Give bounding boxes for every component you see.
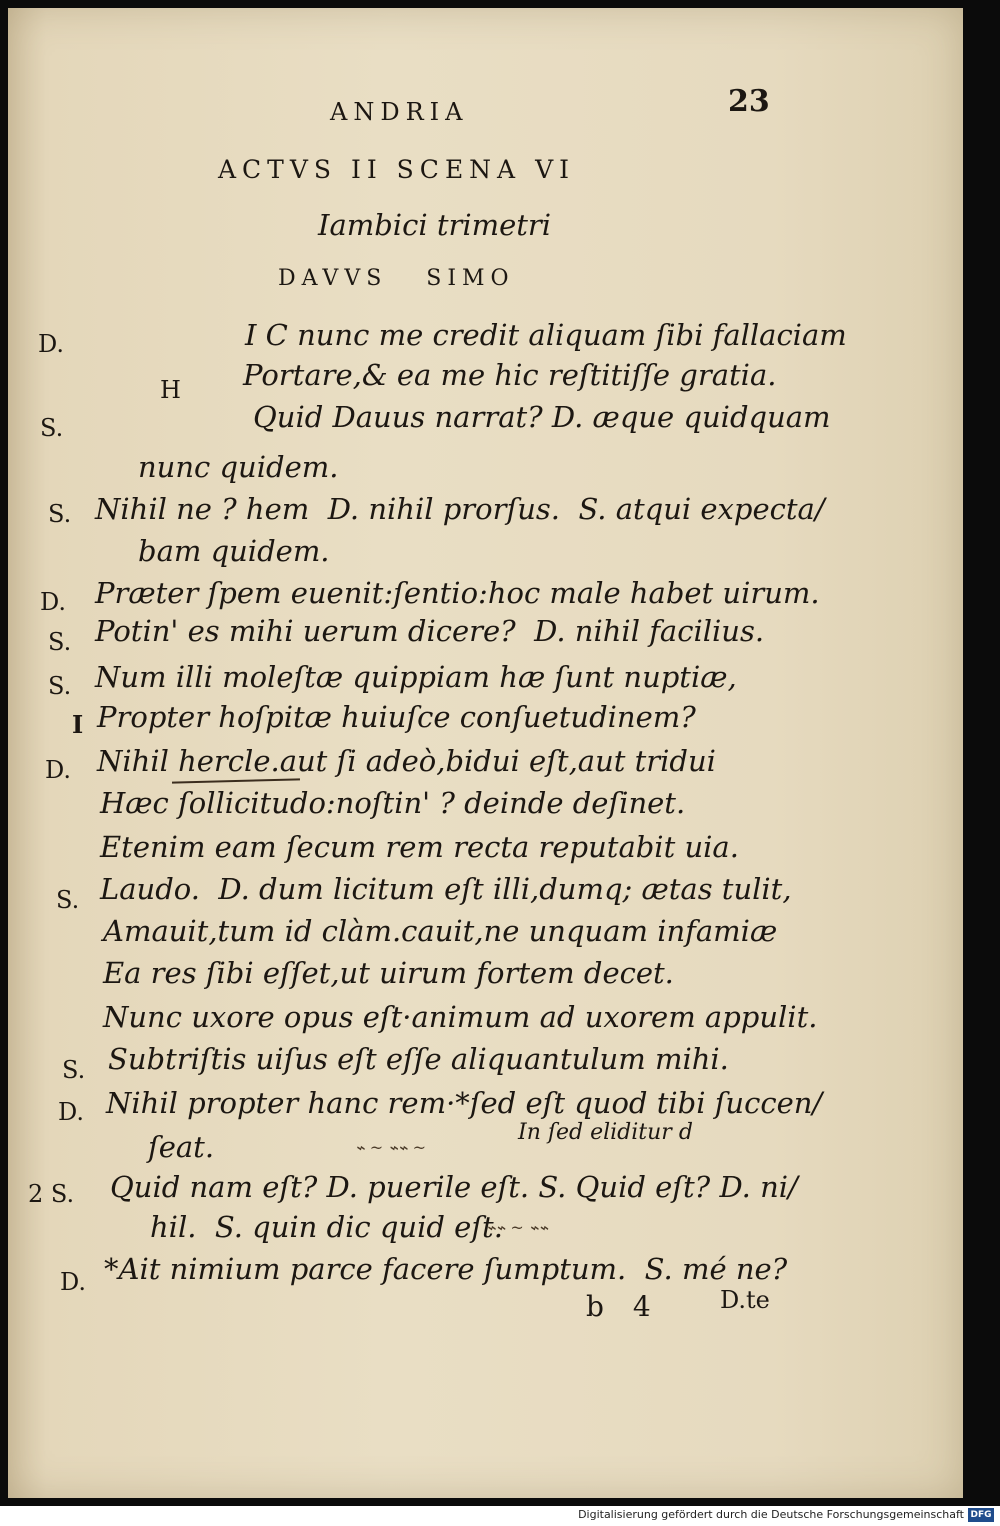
verse-line: Amauit,tum id clàm.cauit,ne unquam infamiæ: [103, 914, 778, 948]
speaker-label: S.: [48, 672, 72, 700]
initial-letter: H: [160, 376, 181, 404]
verse-line: hil. S. quin dic quid eſt.: [150, 1210, 503, 1244]
footer-bar: [0, 1506, 1000, 1526]
speaker-label: S.: [48, 628, 72, 656]
verse-line: Laudo. D. dum licitum eſt illi,dumq; ætas tulit,: [100, 872, 792, 906]
verse-line: Ea res ſibi eſſet,ut uirum fortem decet.: [103, 956, 674, 990]
verse-line: I C nunc me credit aliquam ſibi fallaciam: [245, 318, 847, 352]
speaker-label: 2 S.: [28, 1180, 75, 1208]
verse-line: Quid Dauus narrat? D. æque quidquam: [253, 400, 831, 434]
speaker-label: D.: [38, 330, 65, 358]
page-number: 23: [728, 84, 770, 119]
verse-line: Num illi moleſtæ quippiam hæ ſunt nuptiæ,: [95, 660, 737, 694]
meter-heading: Iambici trimetri: [318, 208, 552, 242]
verse-line: Portare,& ea me hic reſtitiſſe gratia.: [243, 358, 777, 392]
verse-line: Hæc ſollicitudo:noſtin' ? deinde deſinet.: [100, 786, 686, 820]
verse-line: Nihil hercle.aut ſi adeò,bidui eſt,aut tridui: [97, 744, 716, 778]
act-scene-heading: ACTVS II SCENA VI: [218, 155, 575, 184]
verse-line: nunc quidem.: [138, 450, 339, 484]
verse-line: Præter ſpem euenit:ſentio:hoc male habet uirum.: [95, 576, 820, 610]
verse-line: Nihil propter hanc rem·*ſed eſt quod tibi ſuccen/: [106, 1086, 823, 1120]
dfg-logo: DFG: [968, 1508, 994, 1522]
speaker-label: S.: [48, 500, 72, 528]
speaker-label: D.: [60, 1268, 87, 1296]
speaker-label: D.: [40, 588, 67, 616]
speaker-label: D.: [45, 756, 72, 784]
persons-heading: DAVVS SIMO: [278, 266, 515, 291]
speaker-label: S.: [40, 414, 64, 442]
verse-line: Subtriſtis uiſus eſt eſſe aliquantulum mihi.: [108, 1042, 729, 1076]
speaker-label: S.: [62, 1056, 86, 1084]
marginal-note: In ſed eliditur d: [518, 1120, 693, 1145]
speaker-label: D.: [58, 1098, 85, 1126]
verse-line: ſeat.: [148, 1130, 215, 1164]
verse-line: Quid nam eſt? D. puerile eſt. S. Quid eſt? D. ni/: [110, 1170, 798, 1204]
speaker-label: S.: [56, 886, 80, 914]
verse-line: Nunc uxore opus eſt·animum ad uxorem appulit.: [103, 1000, 818, 1034]
handwritten-scribble: ⌁ ~ ⌁⌁ ~: [355, 1138, 426, 1157]
verse-line: Propter hoſpitæ huiuſce conſuetudinem?: [97, 700, 696, 734]
handwritten-scribble: ⌁⌁ ~ ⌁⌁: [486, 1218, 549, 1237]
verse-line: Nihil ne ? hem D. nihil prorſus. S. atqui expecta/: [95, 492, 825, 526]
verse-line: bam quidem.: [138, 534, 330, 568]
running-title: ANDRIA: [330, 98, 469, 126]
funding-credit: Digitalisierung gefördert durch die Deutsche Forschungsgemeinschaft: [578, 1508, 964, 1521]
verse-line: Potin' es mihi uerum dicere? D. nihil facilius.: [95, 614, 765, 648]
marginal-mark: I: [72, 710, 84, 739]
catchword: D.te: [720, 1286, 770, 1314]
verse-line: Etenim eam ſecum rem recta reputabit uia.: [100, 830, 739, 864]
verse-line: *Ait nimium parce facere ſumptum. S. mé ne?: [104, 1252, 788, 1286]
signature-mark: b 4: [586, 1290, 651, 1323]
